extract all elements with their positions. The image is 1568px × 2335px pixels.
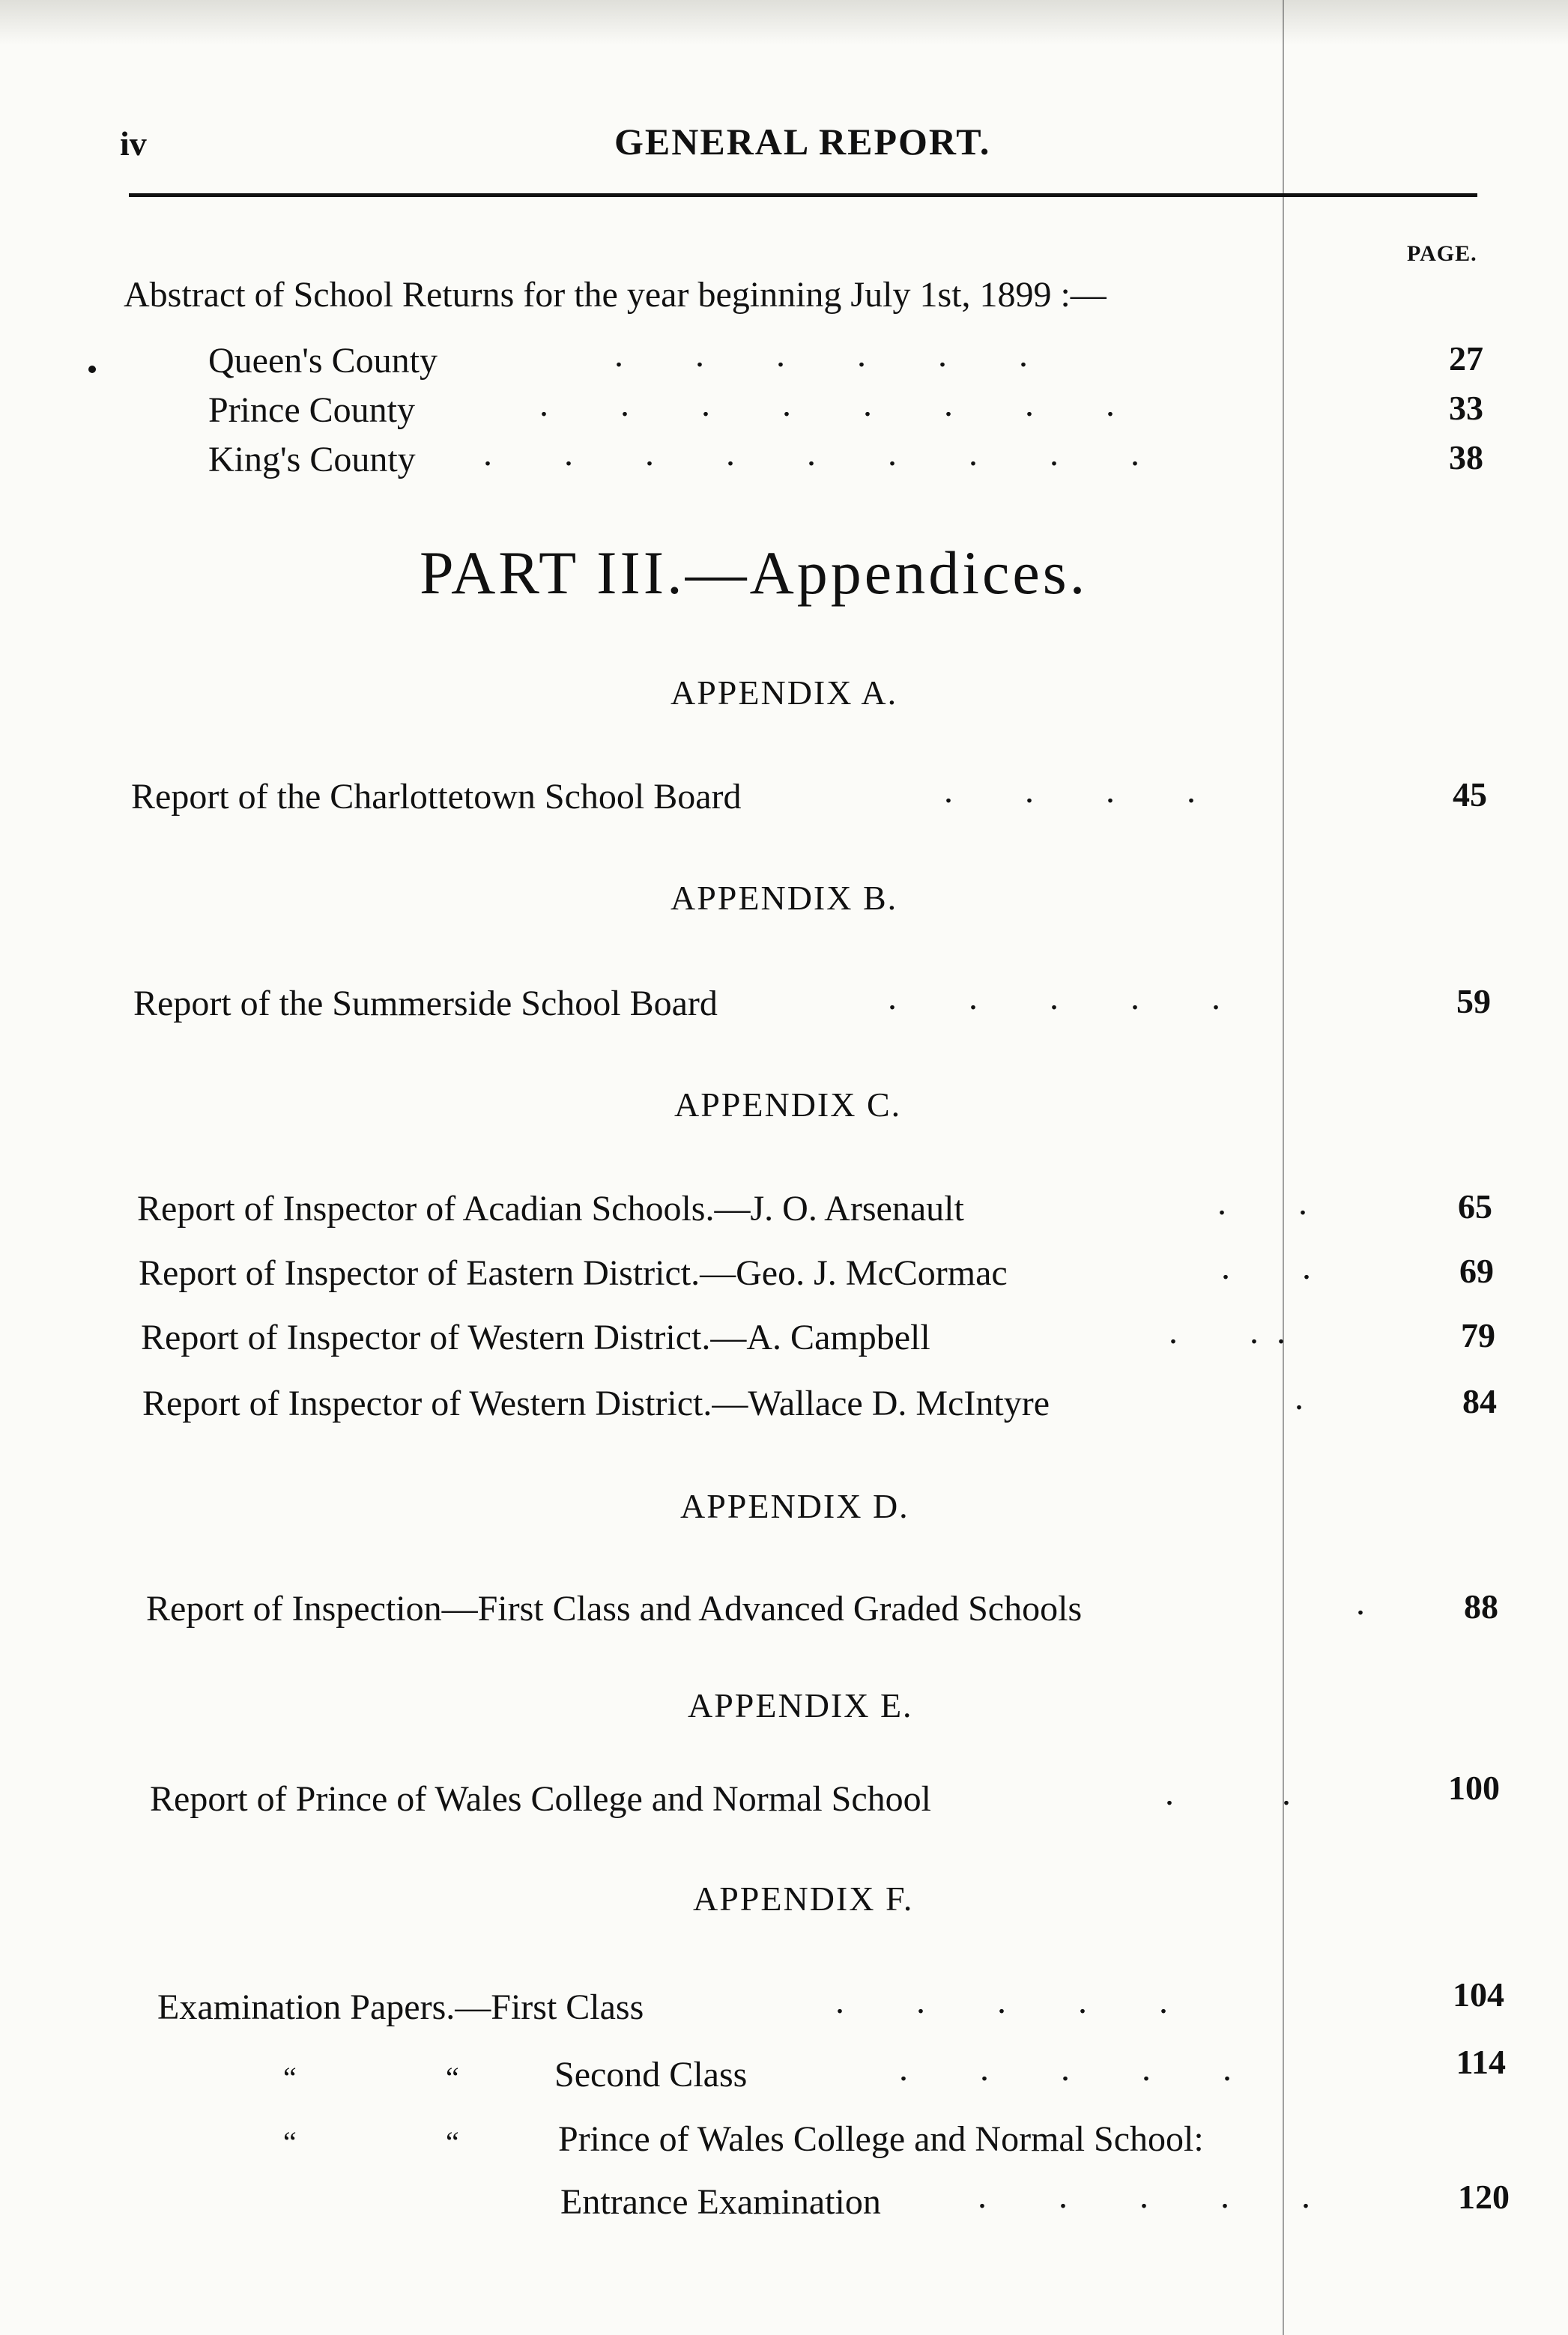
toc-page-number: 59: [1456, 982, 1491, 1020]
toc-page-number: 114: [1456, 2043, 1506, 2081]
folio-number: iv: [120, 124, 147, 163]
ditto-mark: “: [446, 2125, 459, 2159]
leader-dots: .: [1356, 1583, 1365, 1623]
appendix-heading: APPENDIX C.: [674, 1085, 902, 1124]
ditto-mark: “: [283, 2061, 297, 2095]
toc-page-number: 65: [1458, 1187, 1492, 1226]
toc-entry-label: Report of the Summerside School Board: [133, 984, 718, 1023]
toc-entry-label: Report of Inspection—First Class and Advanced Graded Schools: [146, 1589, 1083, 1629]
toc-page-number: 100: [1448, 1769, 1500, 1807]
leader-dots: . . . . .: [888, 978, 1220, 1017]
ink-speck: [88, 366, 96, 373]
leader-dots: . . . .: [944, 771, 1196, 811]
toc-page-number: 33: [1449, 389, 1483, 427]
toc-page-number: 38: [1449, 438, 1483, 476]
toc-page-number: 120: [1458, 2178, 1510, 2216]
leader-dots: . . . . .: [978, 2176, 1310, 2216]
toc-entry-label: Report of Prince of Wales College and Normal School: [150, 1779, 932, 1819]
toc-page-number: 88: [1464, 1587, 1498, 1626]
header-rule: [129, 193, 1477, 197]
toc-entry-label: Report of the Charlottetown School Board: [131, 777, 742, 817]
toc-entry-label: Prince of Wales College and Normal School:: [558, 2119, 1204, 2159]
toc-entry-label: Examination Papers.—First Class: [157, 1987, 644, 2027]
toc-entry-label: Report of Inspector of Acadian Schools.—J. O. Arsenault: [137, 1189, 964, 1229]
toc-entry-label: Report of Inspector of Western District.—Wallace D. McIntyre: [142, 1384, 1050, 1423]
toc-entry-label: Prince County: [208, 390, 415, 430]
toc-entry-label: Second Class: [554, 2055, 748, 2095]
toc-page-number: 104: [1453, 1975, 1504, 2014]
leader-dots: . . .: [1169, 1312, 1286, 1351]
abstract-heading: Abstract of School Returns for the year beginning July 1st, 1899 :—: [124, 275, 1107, 315]
scan-edge-noise: [0, 0, 1568, 45]
toc-entry-label: Report of Inspector of Western District.—A. Campbell: [141, 1318, 930, 1357]
appendix-heading: APPENDIX E.: [688, 1686, 913, 1724]
toc-entry-label: Report of Inspector of Eastern District.—Geo. J. McCormac: [139, 1253, 1008, 1293]
appendix-heading: APPENDIX B.: [671, 879, 898, 917]
toc-page-number: 79: [1461, 1316, 1495, 1354]
ditto-mark: “: [446, 2061, 459, 2095]
scan-vertical-line: [1283, 0, 1284, 2335]
ditto-mark: “: [283, 2125, 297, 2159]
toc-page-number: 69: [1459, 1252, 1494, 1290]
toc-entry-label: King's County: [208, 440, 416, 479]
leader-dots: . .: [1165, 1773, 1291, 1813]
appendix-heading: APPENDIX F.: [693, 1880, 914, 1918]
toc-entry-label: Entrance Examination: [560, 2182, 881, 2222]
leader-dots: . . . . . . . . .: [483, 434, 1139, 473]
appendix-heading: APPENDIX A.: [671, 673, 898, 712]
leader-dots: . .: [1217, 1183, 1307, 1223]
part-title: PART III.—Appendices.: [420, 539, 1089, 607]
leader-dots: . . . . .: [899, 2049, 1232, 2089]
appendix-heading: APPENDIX D.: [680, 1487, 909, 1525]
leader-dots: . . . . . .: [614, 335, 1028, 375]
toc-entry-label: Queen's County: [208, 341, 438, 381]
running-title: GENERAL REPORT.: [614, 121, 991, 163]
page-column-label: PAGE.: [1407, 241, 1477, 266]
leader-dots: . .: [1221, 1247, 1311, 1287]
toc-page-number: 45: [1453, 775, 1487, 814]
toc-page-number: 84: [1462, 1382, 1497, 1420]
toc-page-number: 27: [1449, 339, 1483, 378]
leader-dots: .: [1295, 1378, 1304, 1417]
leader-dots: . . . . .: [835, 1981, 1168, 2021]
leader-dots: . . . . . . . .: [539, 384, 1115, 424]
